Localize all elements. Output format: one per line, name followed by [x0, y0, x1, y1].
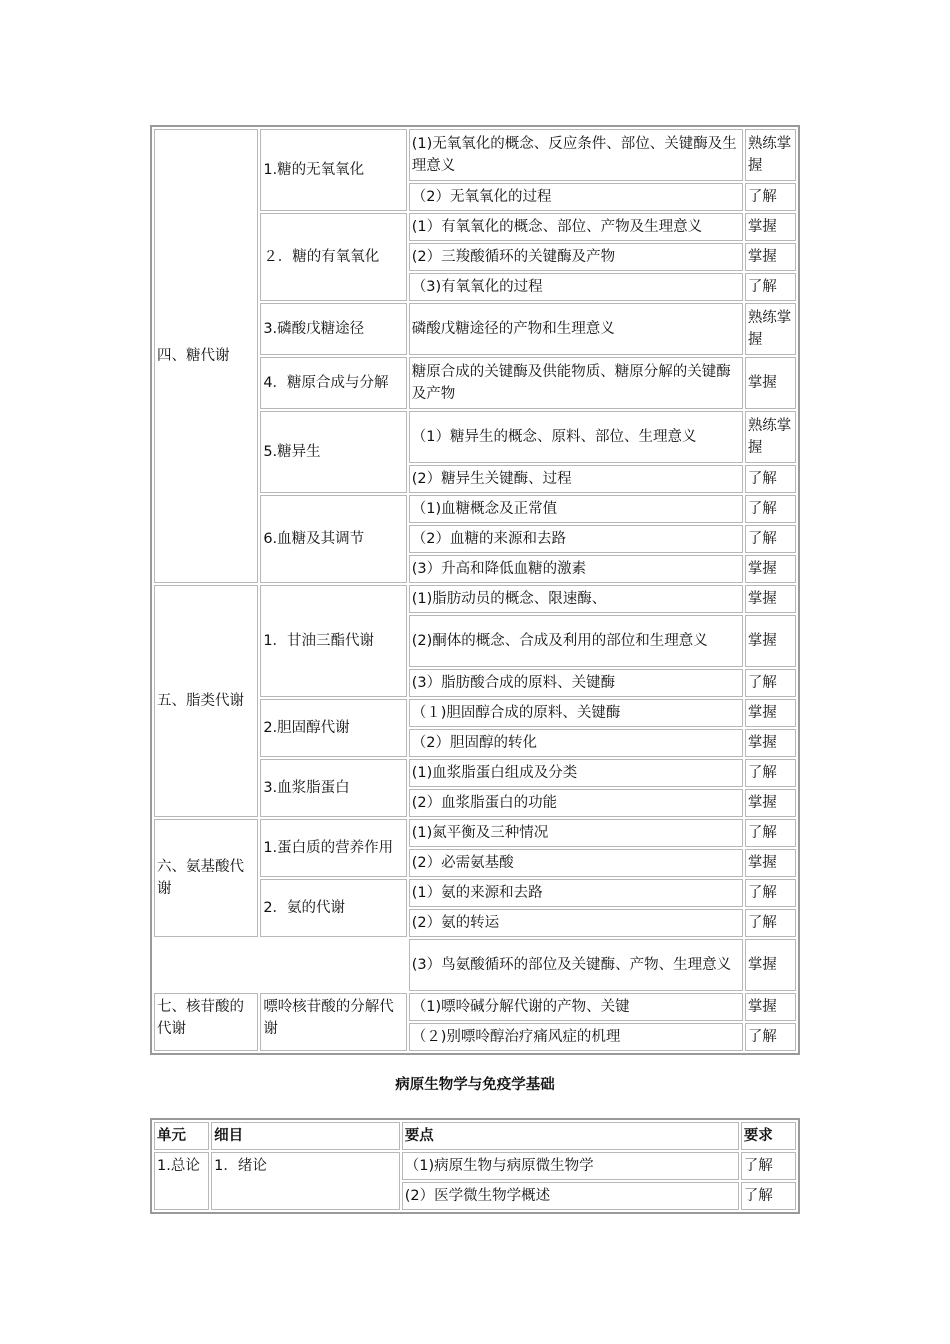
- empty-cell: [154, 939, 407, 991]
- point-cell: (1)氮平衡及三种情况: [409, 819, 743, 847]
- requirement-cell: 掌握: [745, 357, 796, 409]
- unit-cell: 五、脂类代谢: [154, 585, 258, 817]
- requirement-cell: 掌握: [745, 585, 796, 613]
- point-cell: （3)有氧氧化的过程: [409, 273, 743, 301]
- point-cell: (2）必需氨基酸: [409, 849, 743, 877]
- requirement-cell: 了解: [745, 183, 796, 211]
- point-cell: 磷酸戊糖途径的产物和生理意义: [409, 303, 743, 355]
- item-cell: 4．糖原合成与分解: [260, 357, 406, 409]
- header-point: 要点: [402, 1122, 739, 1150]
- point-cell: （2）胆固醇的转化: [409, 729, 743, 757]
- section-title: 病原生物学与免疫学基础: [395, 1077, 555, 1093]
- requirement-cell: 了解: [745, 495, 796, 523]
- unit-cell: 四、糖代谢: [154, 129, 258, 583]
- point-cell: (3）升高和降低血糖的激素: [409, 555, 743, 583]
- requirement-cell: 了解: [745, 759, 796, 787]
- metabolism-syllabus-table: [150, 125, 800, 1055]
- point-cell: （1）糖异生的概念、原料、部位、生理意义: [409, 411, 743, 463]
- item-cell: 5.糖异生: [260, 411, 406, 493]
- point-cell: (1)无氧氧化的概念、反应条件、部位、关键酶及生理意义: [409, 129, 743, 181]
- point-cell: (1）有氧氧化的概念、部位、产物及生理意义: [409, 213, 743, 241]
- requirement-cell: 掌握: [745, 213, 796, 241]
- point-cell: （１)胆固醇合成的原料、关键酶: [409, 699, 743, 727]
- point-cell: （２)别嘌呤醇治疗痛风症的机理: [409, 1023, 743, 1051]
- item-cell: 2．氨的代谢: [260, 879, 406, 937]
- point-cell: (2）糖异生关键酶、过程: [409, 465, 743, 493]
- requirement-cell: 了解: [745, 669, 796, 697]
- requirement-cell: 了解: [745, 273, 796, 301]
- point-cell: （1)血糖概念及正常值: [409, 495, 743, 523]
- point-cell: （2）无氧氧化的过程: [409, 183, 743, 211]
- point-cell: (2）医学微生物学概述: [402, 1182, 739, 1210]
- item-cell: ２．糖的有氧氧化: [260, 213, 406, 301]
- item-cell: 1.蛋白质的营养作用: [260, 819, 406, 877]
- requirement-cell: 掌握: [745, 699, 796, 727]
- point-cell: (1）氨的来源和去路: [409, 879, 743, 907]
- point-cell: （1)嘌呤碱分解代谢的产物、关键: [409, 993, 743, 1021]
- requirement-cell: 了解: [745, 1023, 796, 1051]
- header-unit: 单元: [154, 1122, 209, 1150]
- requirement-cell: 熟练掌握: [745, 411, 796, 463]
- item-cell: 2.胆固醇代谢: [260, 699, 406, 757]
- unit-cell: 七、核苷酸的代谢: [154, 993, 258, 1051]
- requirement-cell: 了解: [745, 879, 796, 907]
- item-cell: 3.磷酸戊糖途径: [260, 303, 406, 355]
- point-cell: (2）血浆脂蛋白的功能: [409, 789, 743, 817]
- item-cell: 1．甘油三酯代谢: [260, 585, 406, 697]
- requirement-cell: 掌握: [745, 243, 796, 271]
- pathogen-immunology-table: [150, 1118, 800, 1214]
- point-cell: (3）鸟氨酸循环的部位及关键酶、产物、生理意义: [409, 939, 743, 991]
- requirement-cell: 了解: [741, 1152, 796, 1180]
- item-cell: 嘌呤核苷酸的分解代谢: [260, 993, 406, 1051]
- requirement-cell: 掌握: [745, 555, 796, 583]
- point-cell: (2)酮体的概念、合成及利用的部位和生理意义: [409, 615, 743, 667]
- header-requirement: 要求: [741, 1122, 796, 1150]
- point-cell: (1)脂肪动员的概念、限速酶、: [409, 585, 743, 613]
- requirement-cell: 掌握: [745, 993, 796, 1021]
- requirement-cell: 掌握: [745, 615, 796, 667]
- requirement-cell: 了解: [745, 465, 796, 493]
- requirement-cell: 了解: [745, 909, 796, 937]
- point-cell: (1)血浆脂蛋白组成及分类: [409, 759, 743, 787]
- requirement-cell: 熟练掌握: [745, 303, 796, 355]
- point-cell: (3）脂肪酸合成的原料、关键酶: [409, 669, 743, 697]
- item-cell: 1.糖的无氧氧化: [260, 129, 406, 211]
- requirement-cell: 了解: [745, 819, 796, 847]
- requirement-cell: 掌握: [745, 939, 796, 991]
- requirement-cell: 掌握: [745, 789, 796, 817]
- header-item: 细目: [211, 1122, 400, 1150]
- point-cell: 糖原合成的关键酶及供能物质、糖原分解的关键酶及产物: [409, 357, 743, 409]
- requirement-cell: 掌握: [745, 849, 796, 877]
- requirement-cell: 了解: [741, 1182, 796, 1210]
- requirement-cell: 掌握: [745, 729, 796, 757]
- point-cell: (2）三羧酸循环的关键酶及产物: [409, 243, 743, 271]
- requirement-cell: 了解: [745, 525, 796, 553]
- unit-cell: 六、氨基酸代谢: [154, 819, 258, 937]
- requirement-cell: 熟练掌握: [745, 129, 796, 181]
- point-cell: （1)病原生物与病原微生物学: [402, 1152, 739, 1180]
- item-cell: 1．绪论: [211, 1152, 400, 1210]
- point-cell: (2）氨的转运: [409, 909, 743, 937]
- unit-cell: 1.总论: [154, 1152, 209, 1210]
- item-cell: 3.血浆脂蛋白: [260, 759, 406, 817]
- item-cell: 6.血糖及其调节: [260, 495, 406, 583]
- point-cell: （2）血糖的来源和去路: [409, 525, 743, 553]
